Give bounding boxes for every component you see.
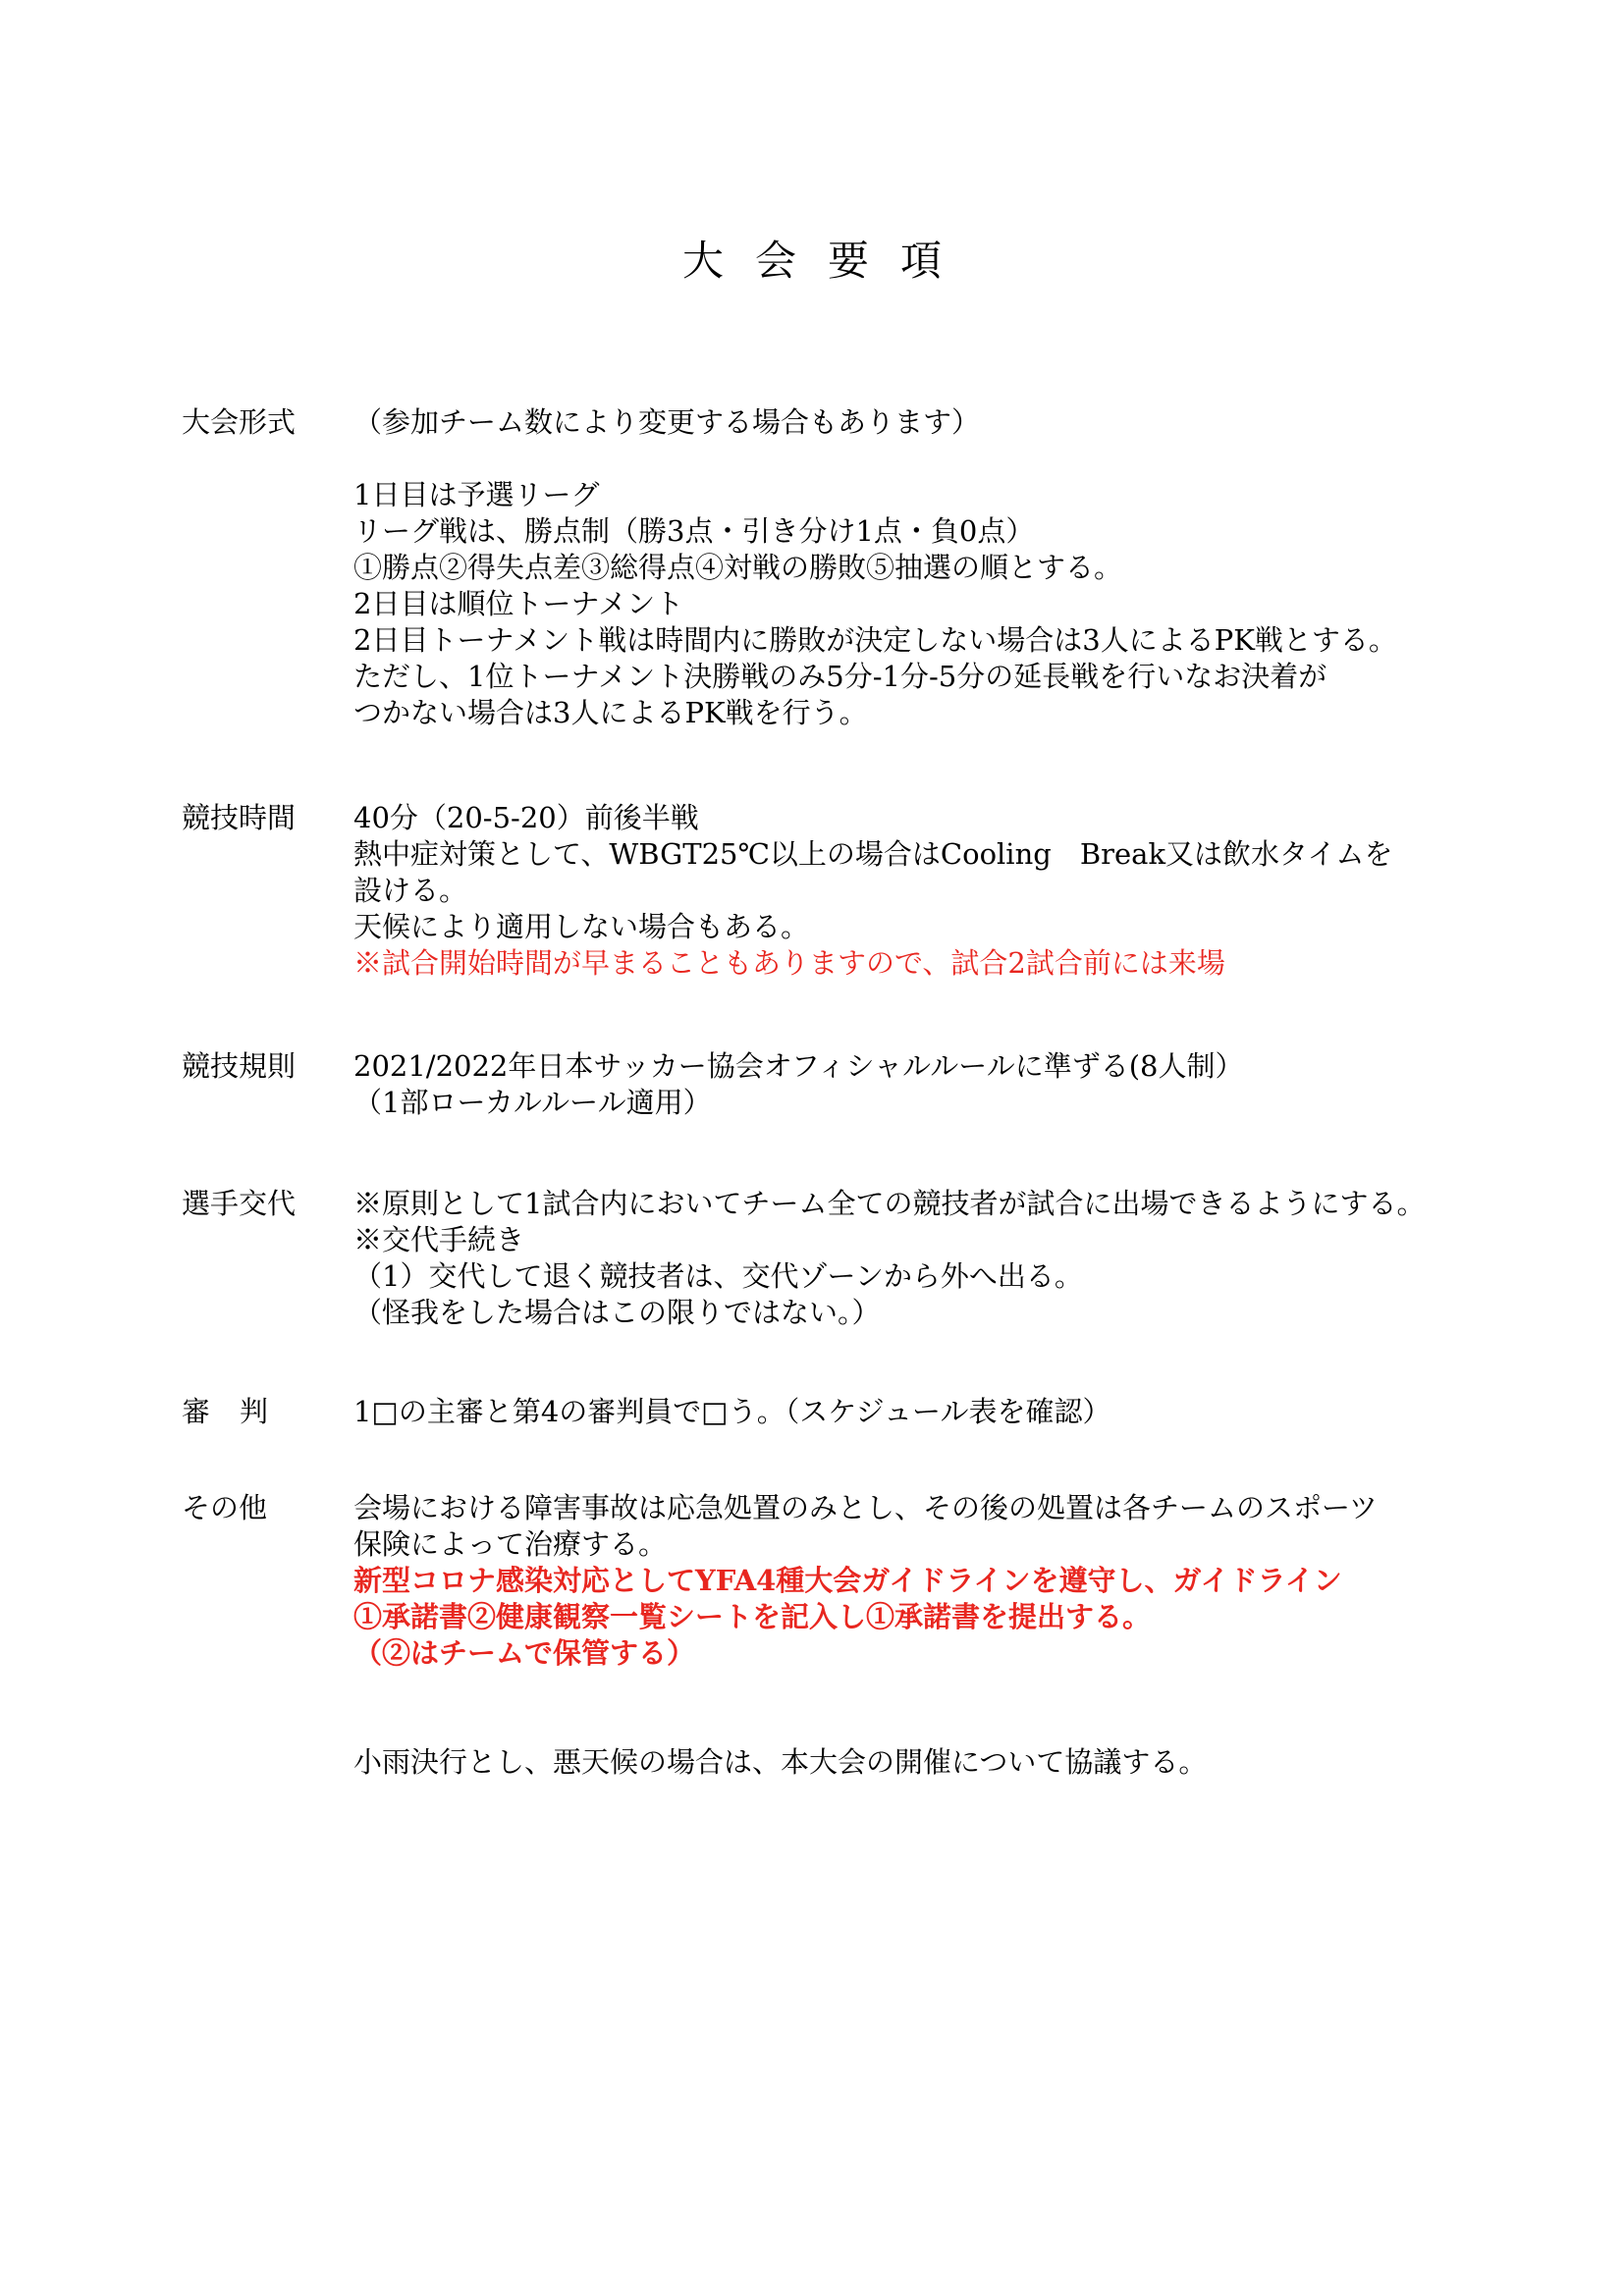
covid-notice-line: 新型コロナ感染対応としてYFA4種大会ガイドラインを遵守し、ガイドライン	[353, 1564, 1342, 1597]
format-line: ただし、1位トーナメント決勝戦のみ5分-1分-5分の延長戦を行いなお決着が	[353, 660, 1327, 693]
time-line: 40分（20-5-20）前後半戦	[353, 801, 699, 834]
section-label-rules: 競技規則	[182, 1049, 297, 1083]
format-line: 2日目は順位トーナメント	[353, 587, 684, 620]
format-line: リーグ戦は、勝点制（勝3点・引き分け1点・負0点）	[353, 514, 1035, 548]
section-body-time	[353, 800, 1512, 982]
substitution-line: （怪我をした場合はこの限りではない。）	[353, 1296, 881, 1329]
substitution-line: （1）交代して退く競技者は、交代ゾーンから外へ出る。	[353, 1259, 1083, 1293]
section-body-referee	[353, 1394, 1512, 1430]
substitution-line: ※原則として1試合内においてチーム全ての競技者が試合に出場できるようにする。	[353, 1187, 1426, 1220]
section-body-format	[353, 404, 1512, 731]
time-line: 熱中症対策として、WBGT25℃以上の場合はCooling Break又は飲水タイムを	[353, 837, 1393, 871]
format-line: つかない場合は3人によるPK戦を行う。	[353, 696, 868, 729]
format-line: 2日目トーナメント戦は時間内に勝敗が決定しない場合は3人によるPK戦とする。	[353, 623, 1397, 657]
format-line: ①勝点②得失点差③総得点④対戦の勝敗⑤抽選の順とする。	[353, 551, 1123, 584]
closing-line: 小雨決行とし、悪天候の場合は、本大会の開催について協議する。	[353, 1745, 1208, 1779]
substitution-line: ※交代手続き	[353, 1223, 525, 1256]
referee-line: 1□の主審と第4の審判員で□う。（スケジュール表を確認）	[353, 1395, 1111, 1428]
time-line: 設ける。	[353, 874, 468, 907]
rules-line: （1部ローカルルール適用）	[353, 1086, 712, 1119]
section-label-time: 競技時間	[182, 801, 297, 834]
format-note: （参加チーム数により変更する場合もあります）	[353, 405, 981, 439]
covid-notice-line: （②はチームで保管する）	[353, 1636, 696, 1670]
other-line: 保険によって治療する。	[353, 1527, 668, 1561]
rules-line: 2021/2022年日本サッカー協会オフィシャルルールに準ずる(8人制）	[353, 1049, 1244, 1083]
page-title: 大会要項	[681, 237, 973, 285]
other-line: 会場における障害事故は応急処置のみとし、その後の処置は各チームのスポーツ	[353, 1491, 1378, 1524]
section-label-substitution: 選手交代	[182, 1187, 297, 1220]
section-label-referee: 審判	[182, 1395, 298, 1428]
section-body-other	[353, 1490, 1512, 1781]
covid-notice-line: ①承諾書②健康観察一覧シートを記入し①承諾書を提出する。	[353, 1600, 1152, 1633]
section-label-format: 大会形式	[182, 405, 297, 439]
section-body-substitution	[353, 1186, 1512, 1331]
section-label-other: その他	[182, 1491, 268, 1524]
format-line: 1日目は予選リーグ	[353, 478, 600, 511]
time-line: 天候により適用しない場合もある。	[353, 910, 810, 943]
time-warning: ※試合開始時間が早まることもありますので、試合2試合前には来場	[353, 946, 1225, 980]
section-body-rules	[353, 1048, 1512, 1121]
